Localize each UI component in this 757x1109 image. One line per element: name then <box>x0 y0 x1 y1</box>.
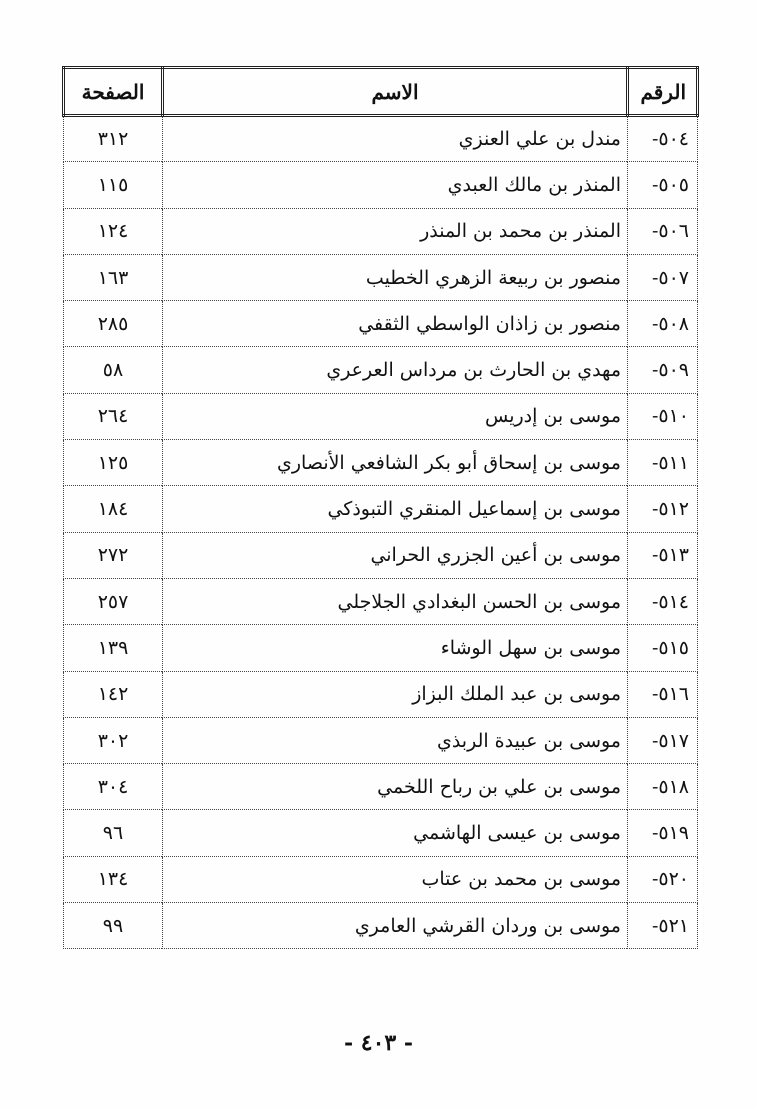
row-number: ٥١٥- <box>628 625 698 671</box>
row-number: ٥١١- <box>628 440 698 486</box>
row-page: ١٢٤ <box>64 208 163 254</box>
table-row <box>64 347 698 393</box>
row-name: موسى بن أعين الجزري الحراني <box>163 532 628 578</box>
header-page: الصفحة <box>64 68 163 116</box>
table-row <box>64 486 698 532</box>
row-name: موسى بن إسماعيل المنقري التبوذكي <box>163 486 628 532</box>
header-name: الاسم <box>163 68 628 116</box>
table-header <box>64 68 698 116</box>
row-number: ٥٠٥- <box>628 162 698 208</box>
row-number: ٥١٤- <box>628 578 698 624</box>
row-name: موسى بن إدريس <box>163 393 628 439</box>
table-row <box>64 532 698 578</box>
table-row <box>64 393 698 439</box>
row-number: ٥١٠- <box>628 393 698 439</box>
row-number: ٥٠٩- <box>628 347 698 393</box>
row-page: ٣١٢ <box>64 116 163 162</box>
row-name: موسى بن محمد بن عتاب <box>163 856 628 902</box>
row-name: موسى بن علي بن رباح اللخمي <box>163 764 628 810</box>
row-name: موسى بن وردان القرشي العامري <box>163 903 628 949</box>
page-number: - ٤٠٣ - <box>343 1030 414 1056</box>
row-number: ٥٠٤- <box>628 116 698 162</box>
row-page: ١١٥ <box>64 162 163 208</box>
row-number: ٥١٧- <box>628 717 698 763</box>
row-number: ٥١٢- <box>628 486 698 532</box>
table-row <box>64 764 698 810</box>
table-row <box>64 301 698 347</box>
table-row <box>64 162 698 208</box>
table-row <box>64 717 698 763</box>
row-name: موسى بن سهل الوشاء <box>163 625 628 671</box>
row-number: ٥١٨- <box>628 764 698 810</box>
table-row <box>64 903 698 949</box>
row-name: منصور بن زاذان الواسطي الثقفي <box>163 301 628 347</box>
row-page: ١٨٤ <box>64 486 163 532</box>
table-row <box>64 625 698 671</box>
row-number: ٥٠٨- <box>628 301 698 347</box>
table-row <box>64 856 698 902</box>
row-page: ١٣٩ <box>64 625 163 671</box>
row-number: ٥٢٠- <box>628 856 698 902</box>
row-page: ٢٨٥ <box>64 301 163 347</box>
row-page: ٣٠٤ <box>64 764 163 810</box>
row-name: موسى بن عيسى الهاشمي <box>163 810 628 856</box>
header-number: الرقم <box>628 68 698 116</box>
row-name: المنذر بن مالك العبدي <box>163 162 628 208</box>
row-name: موسى بن عبد الملك البزاز <box>163 671 628 717</box>
row-number: ٥٠٧- <box>628 254 698 300</box>
row-page: ٢٦٤ <box>64 393 163 439</box>
row-page: ١٣٤ <box>64 856 163 902</box>
table-row <box>64 810 698 856</box>
row-number: ٥١٩- <box>628 810 698 856</box>
row-page: ٢٧٢ <box>64 532 163 578</box>
row-page: ٩٩ <box>64 903 163 949</box>
row-name: موسى بن الحسن البغدادي الجلاجلي <box>163 578 628 624</box>
row-number: ٥١٣- <box>628 532 698 578</box>
table-row <box>64 578 698 624</box>
row-page: ١٤٢ <box>64 671 163 717</box>
row-page: ٣٠٢ <box>64 717 163 763</box>
row-name: موسى بن عبيدة الربذي <box>163 717 628 763</box>
row-page: ٩٦ <box>64 810 163 856</box>
table-row <box>64 671 698 717</box>
row-name: مندل بن علي العنزي <box>163 116 628 162</box>
row-name: موسى بن إسحاق أبو بكر الشافعي الأنصاري <box>163 440 628 486</box>
table-row <box>64 254 698 300</box>
row-page: ١٢٥ <box>64 440 163 486</box>
header-row <box>64 68 698 116</box>
row-number: ٥٠٦- <box>628 208 698 254</box>
row-page: ٥٨ <box>64 347 163 393</box>
table-row <box>64 116 698 162</box>
row-name: المنذر بن محمد بن المنذر <box>163 208 628 254</box>
row-page: ٢٥٧ <box>64 578 163 624</box>
index-table <box>62 66 699 949</box>
table-row <box>64 208 698 254</box>
row-number: ٥١٦- <box>628 671 698 717</box>
row-number: ٥٢١- <box>628 903 698 949</box>
table-row <box>64 440 698 486</box>
row-name: منصور بن ربيعة الزهري الخطيب <box>163 254 628 300</box>
row-page: ١٦٣ <box>64 254 163 300</box>
table-body <box>64 116 698 949</box>
row-name: مهدي بن الحارث بن مرداس العرعري <box>163 347 628 393</box>
